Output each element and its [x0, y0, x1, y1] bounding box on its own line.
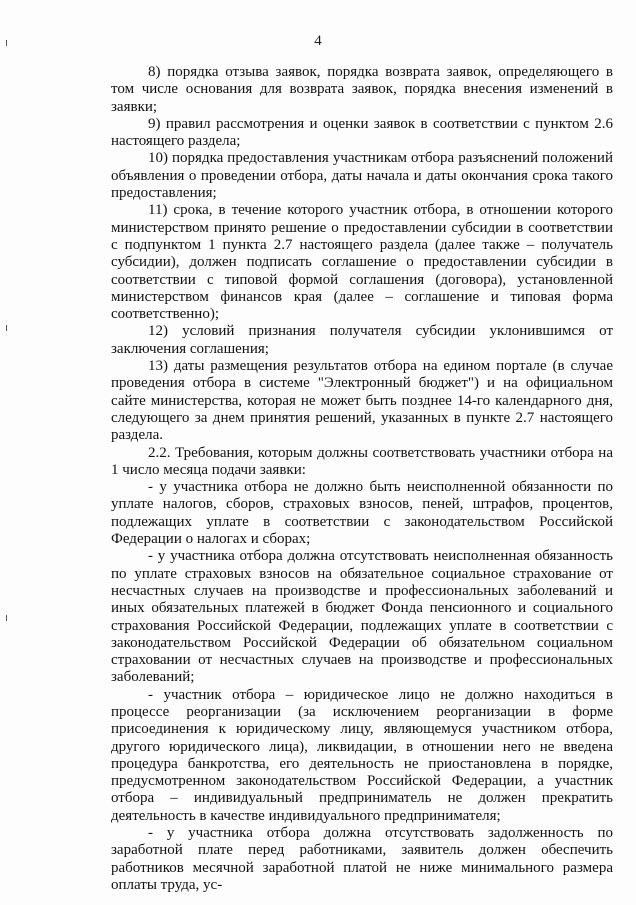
requirement-taxes: - у участника отбора не должно быть неисполненной обязанности по уплате налогов, сборов, страховых взносов, пеней, штрафов, процентов, подлежащих уплате в соответствии с законодательством Российской Федерации о налогах и сборах; — [111, 479, 613, 548]
paragraph-item-11: 11) срока, в течение которого участник отбора, в отношении которого министерством принято решение о предоставлении субсидии в соответствии с подпунктом 1 пункта 2.7 настоящего раздела (далее также – получатель субсидии), должен подписать соглашение о предоставлении субсидии в соответствии с типовой формой соглашения (договора), установленной министерством финансов края (далее – соглашение и типовая форма соответственно); — [111, 202, 613, 323]
paragraph-item-10: 10) порядка предоставления участникам отбора разъяснений положений объявления о проведении отбора, даты начала и даты окончания срока такого предоставления; — [111, 150, 613, 202]
section-2-2-heading: 2.2. Требования, которым должны соответствовать участники отбора на 1 число месяца подачи заявки: — [111, 444, 613, 478]
paragraph-item-12: 12) условий признания получателя субсидии уклонившимся от заключения соглашения; — [111, 323, 613, 357]
paragraph-item-9: 9) правил рассмотрения и оценки заявок в соответствии с пунктом 2.6 настоящего раздела; — [111, 115, 613, 150]
paragraph-item-8: 8) порядка отзыва заявок, порядка возврата заявок, определяющего в том числе основания для возврата заявок, порядка внесения изменений в заявки; — [111, 64, 613, 115]
paragraph-item-13: 13) даты размещения результатов отбора на едином портале (в случае проведения отбора в системе "Электронный бюджет") и на официальном сайте министерства, которая не может быть позднее 14-го календарного дня, следующего за днем принятия решений, указанных в пункте 2.7 настоящего раздела. — [111, 358, 613, 444]
page-number: 4 — [314, 33, 322, 49]
scan-margin-mark — [6, 615, 7, 621]
scan-margin-mark — [6, 325, 7, 331]
requirement-reorganization: - участник отбора – юридическое лицо не должно находиться в процессе реорганизации (за исключением реорганизации в форме присоединения к юридическому лицу, являющемуся участником отбора, другого юридического лица), ликвидации, в отношении него не введена процедура банкротства, его деятельность не приостановлена в порядке, предусмотренном законодательством Российской Федерации, а участник отбора – индивидуальный предприниматель не должен прекратить деятельность в качестве индивидуального предпринимателя; — [111, 686, 613, 824]
requirement-insurance: - у участника отбора должна отсутствовать неисполненная обязанность по уплате страховых взносов на обязательное социальное страхование от несчастных случаев на производстве и профессиональных заболеваний и иных обязательных платежей в бюджет Фонда пенсионного и социального страхования Российской Федерации, подлежащих уплате в соответствии с законодательством Российской Федерации об обязательном социальном страховании от несчастных случаев на производстве и профессиональных заболеваний; — [111, 548, 613, 686]
requirement-wages: - у участника отбора должна отсутствовать задолженность по заработной плате перед работниками, заявитель должен обеспечить работников месячной заработной платой не ниже минимального размера оплаты труда, ус- — [111, 825, 613, 893]
document-body — [111, 64, 613, 894]
